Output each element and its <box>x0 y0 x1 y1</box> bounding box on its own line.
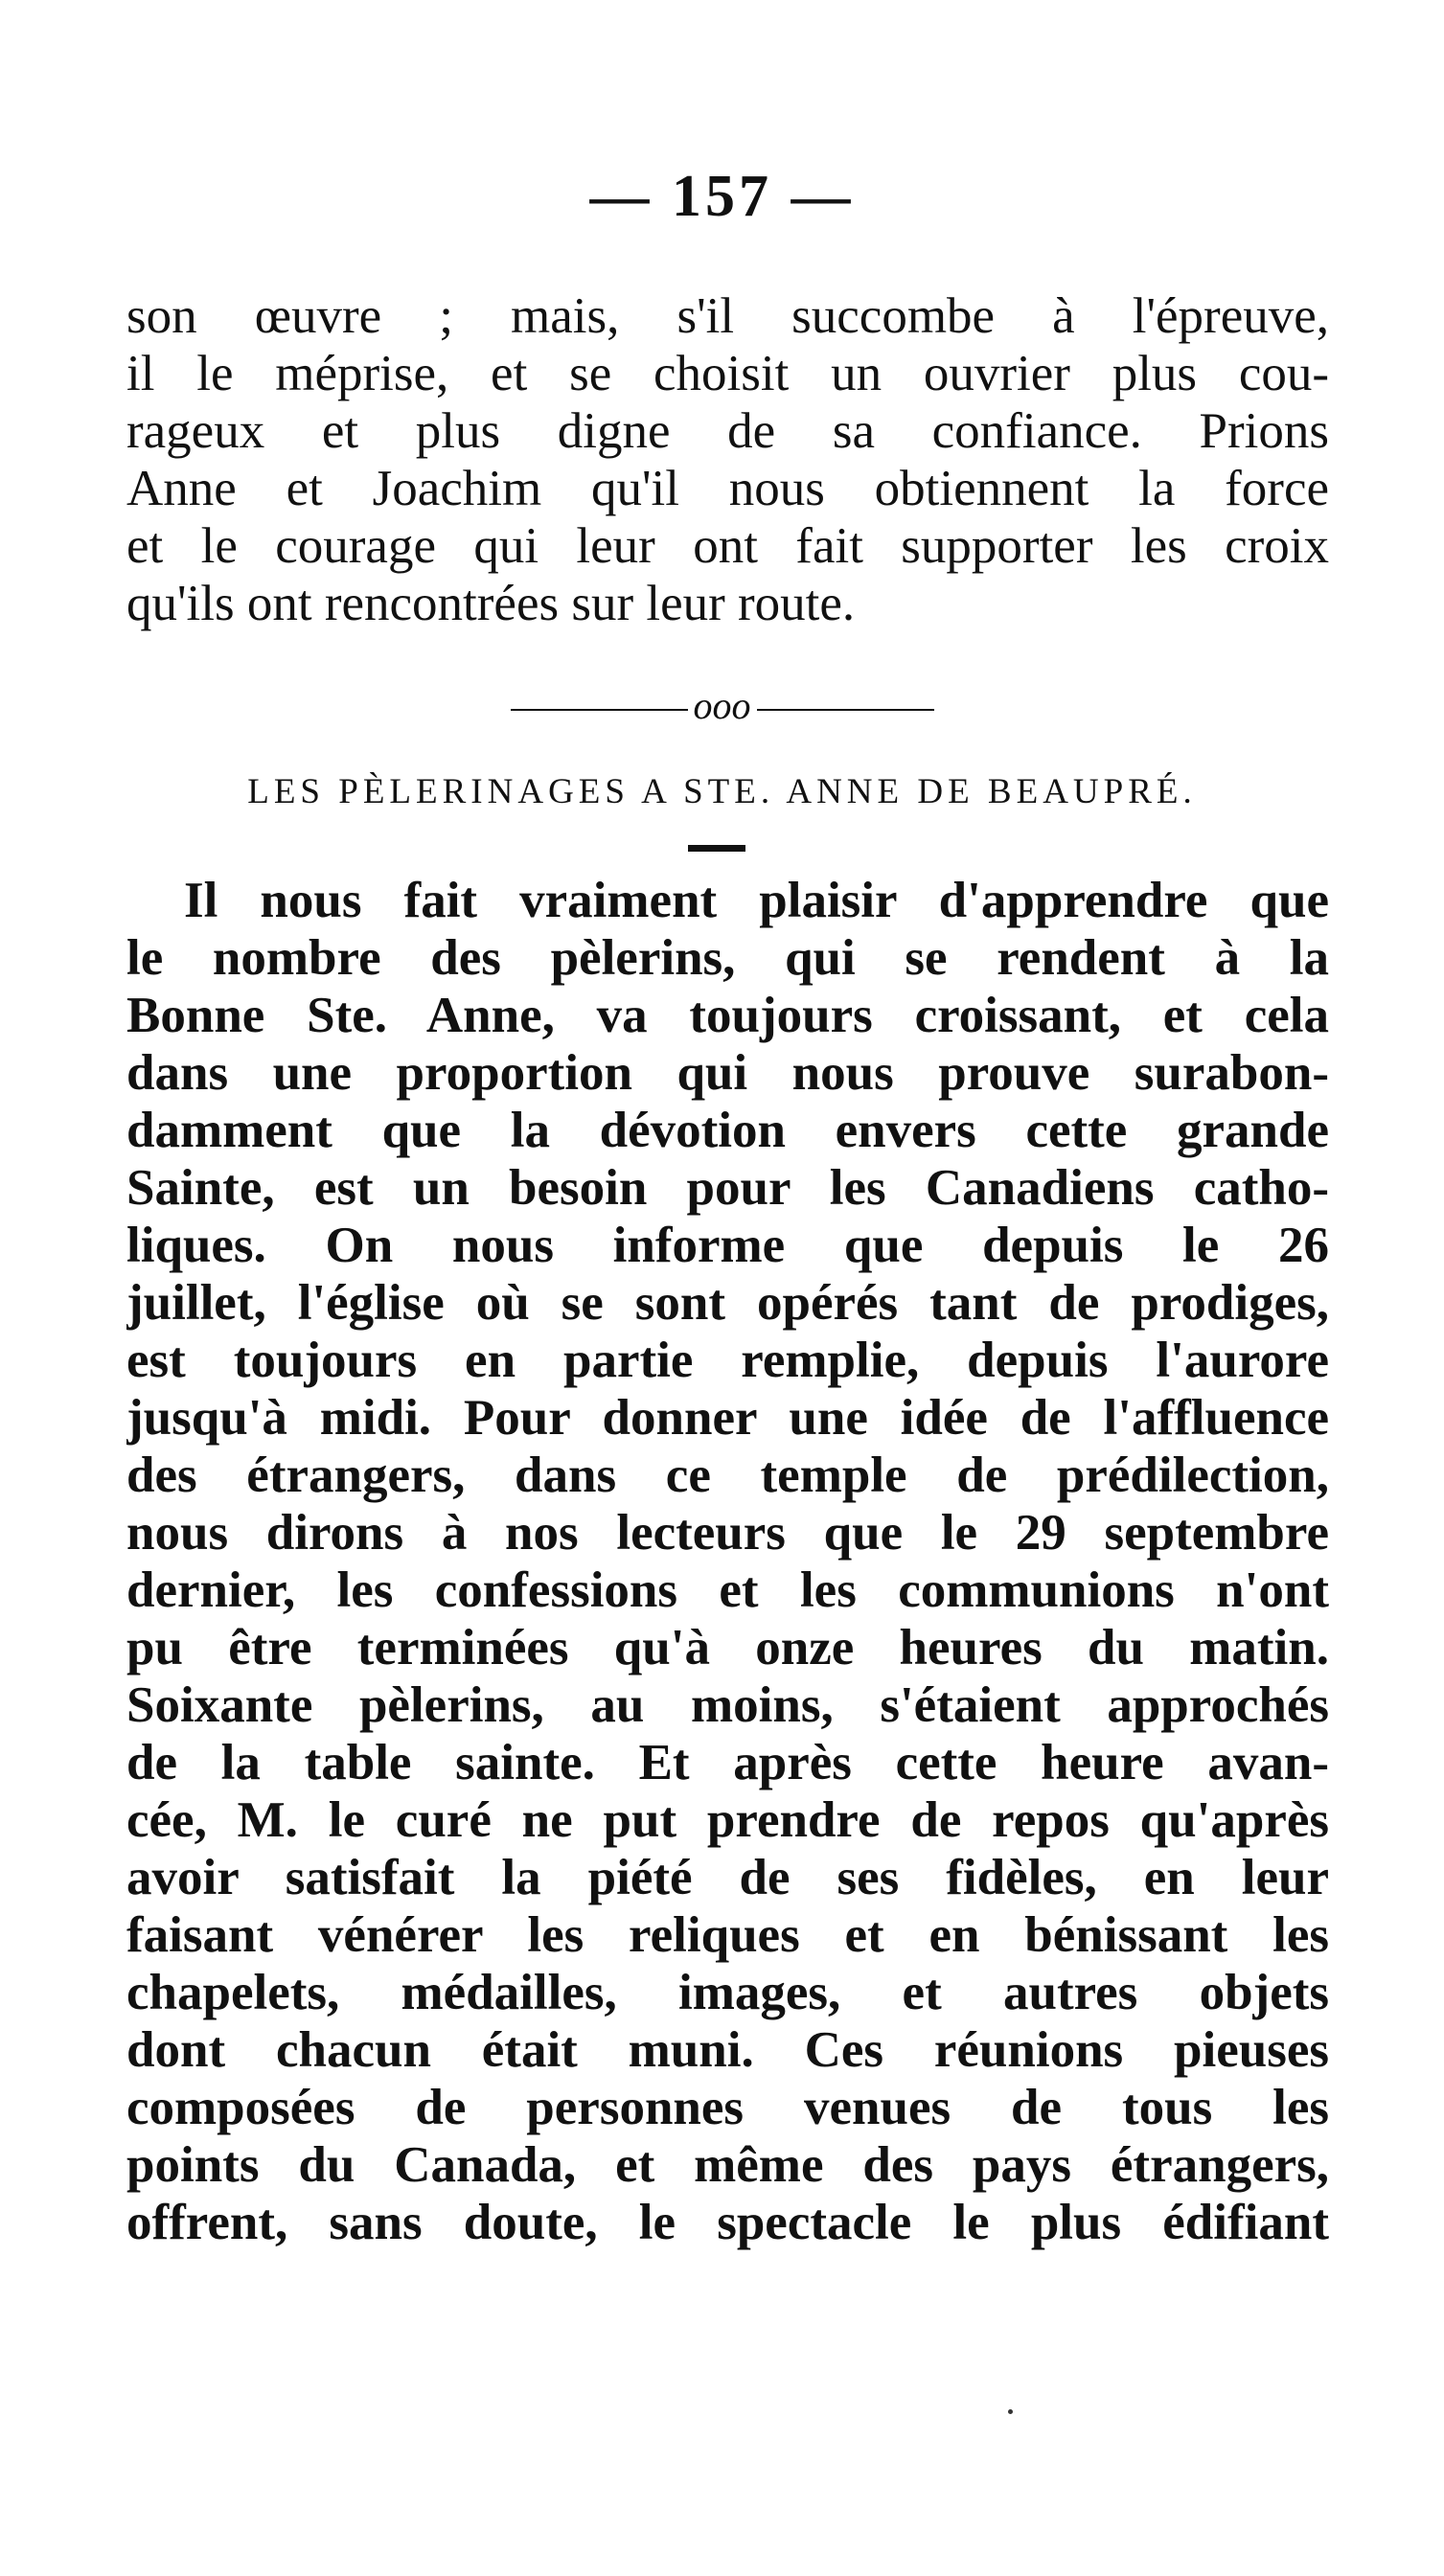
text-line: jusqu'à midi. Pour donner une idée de l'affluence <box>126 1390 1329 1446</box>
heading-rule <box>688 845 745 852</box>
text-line: de la table sainte. Et après cette heure avan- <box>126 1735 1329 1790</box>
main-paragraph <box>126 872 1329 2251</box>
page-number: — 157 — <box>589 164 855 229</box>
text-line: rageux et plus digne de sa confiance. Prions <box>126 403 1329 459</box>
text-line: pu être terminées qu'à onze heures du matin. <box>126 1620 1329 1676</box>
text-line: Sainte, est un besoin pour les Canadiens catho- <box>126 1160 1329 1216</box>
text-line: faisant vénérer les reliques et en bénissant les <box>126 1907 1329 1963</box>
text-line: damment que la dévotion envers cette grande <box>126 1103 1329 1158</box>
text-line: cée, M. le curé ne put prendre de repos qu'après <box>126 1792 1329 1848</box>
rule-right <box>757 709 934 711</box>
text-line: Soixante pèlerins, au moins, s'étaient approchés <box>126 1677 1329 1733</box>
section-separator <box>0 683 1444 728</box>
section-heading: LES PÈLERINAGES A STE. ANNE DE BEAUPRÉ. <box>247 772 1197 811</box>
text-line: qu'ils ont rencontrées sur leur route. <box>126 576 856 631</box>
text-line: chapelets, médailles, images, et autres objets <box>126 1965 1329 2020</box>
text-line: il le méprise, et se choisit un ouvrier plus cou- <box>126 346 1329 401</box>
separator-ornament: ooo <box>693 684 751 727</box>
ink-speck <box>1008 2409 1013 2414</box>
opening-paragraph <box>126 287 1329 632</box>
text-line: offrent, sans doute, le spectacle le plus édifiant <box>126 2195 1329 2250</box>
text-line: le nombre des pèlerins, qui se rendent à la <box>126 930 1329 986</box>
text-line: des étrangers, dans ce temple de prédilection, <box>126 1448 1329 1503</box>
text-line: dernier, les confessions et les communions n'ont <box>126 1562 1329 1618</box>
text-line: juillet, l'église où se sont opérés tant de prodiges, <box>126 1275 1329 1331</box>
text-line: points du Canada, et même des pays étrangers, <box>126 2137 1329 2193</box>
text-line: et le courage qui leur ont fait supporter les croix <box>126 518 1329 574</box>
text-line: est toujours en partie remplie, depuis l'aurore <box>126 1333 1329 1388</box>
text-line: liques. On nous informe que depuis le 26 <box>126 1218 1329 1273</box>
text-line: composées de personnes venues de tous les <box>126 2080 1329 2135</box>
text-line: Bonne Ste. Anne, va toujours croissant, et cela <box>126 988 1329 1043</box>
text-line: Il nous fait vraiment plaisir d'apprendre que <box>184 873 1329 928</box>
text-line: dans une proportion qui nous prouve surabon- <box>126 1045 1329 1101</box>
text-line: son œuvre ; mais, s'il succombe à l'épreuve, <box>126 288 1329 344</box>
text-line: Anne et Joachim qu'il nous obtiennent la force <box>126 461 1329 516</box>
text-line: avoir satisfait la piété de ses fidèles, en leur <box>126 1850 1329 1905</box>
text-line: dont chacun était muni. Ces réunions pieuses <box>126 2022 1329 2078</box>
rule-left <box>511 709 688 711</box>
text-line: nous dirons à nos lecteurs que le 29 septembre <box>126 1505 1329 1561</box>
